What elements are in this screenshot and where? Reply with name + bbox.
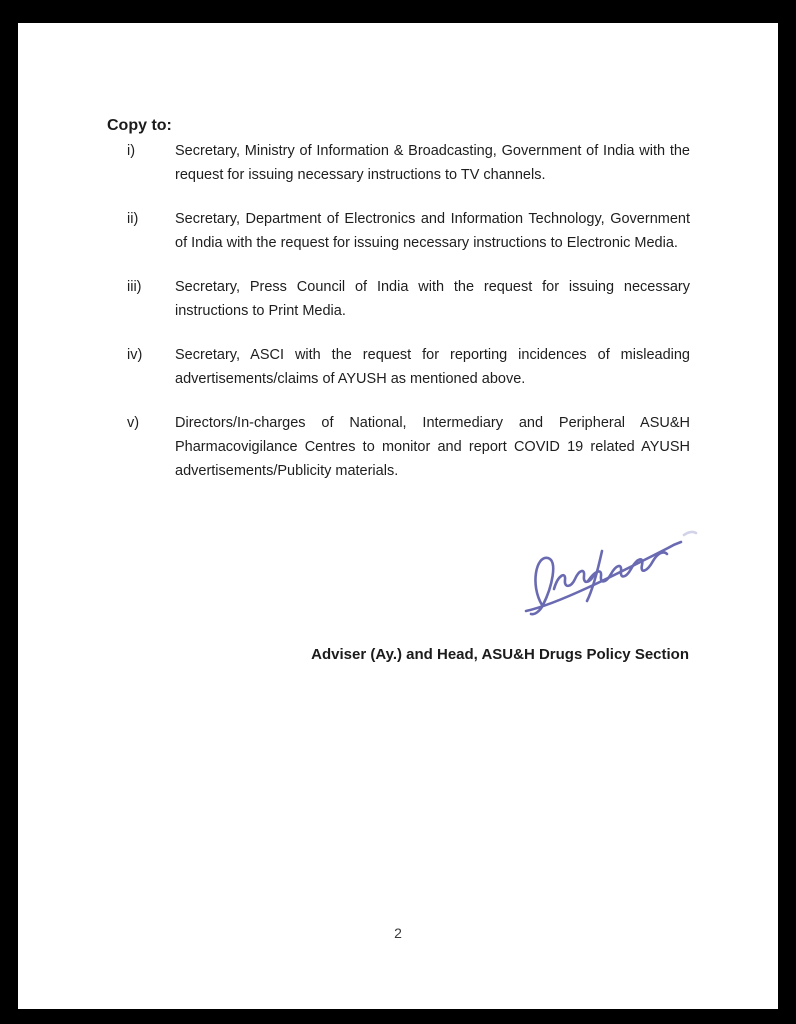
signature-ink-icon xyxy=(518,513,700,621)
list-item-marker: i) xyxy=(127,143,136,159)
list-item-text: Secretary, Department of Electronics and Information Technology, Government of India with the request for issuing necessary instructions to Electronic Media. xyxy=(175,211,690,251)
list-item xyxy=(127,207,690,255)
page-number: 2 xyxy=(394,925,402,941)
list-item-marker: ii) xyxy=(127,211,139,227)
signatory-title: Adviser (Ay.) and Head, ASU&H Drugs Policy Section xyxy=(311,646,689,663)
list-item-text: Secretary, ASCI with the request for reporting incidences of misleading advertisements/claims of AYUSH as mentioned above. xyxy=(175,347,690,387)
document-page xyxy=(18,23,778,1009)
list-item xyxy=(127,343,690,391)
list-item xyxy=(127,411,690,483)
list-item xyxy=(127,275,690,323)
list-item-marker: iii) xyxy=(127,279,142,295)
list-item-text: Secretary, Press Council of India with the request for issuing necessary instructions to Print Media. xyxy=(175,279,690,319)
list-item-marker: v) xyxy=(127,415,140,431)
distribution-list xyxy=(127,139,690,503)
list-item-text: Secretary, Ministry of Information & Broadcasting, Government of India with the request for issuing necessary instructions to TV channels. xyxy=(175,143,690,183)
copy-to-heading: Copy to: xyxy=(107,117,172,134)
list-item-marker: iv) xyxy=(127,347,143,363)
list-item xyxy=(127,139,690,187)
handwritten-signature xyxy=(518,513,700,621)
list-item-text: Directors/In-charges of National, Intermediary and Peripheral ASU&H Pharmacovigilance Centres to monitor and report COVID 19 related AYUSH advertisements/Publicity materials. xyxy=(175,415,690,479)
